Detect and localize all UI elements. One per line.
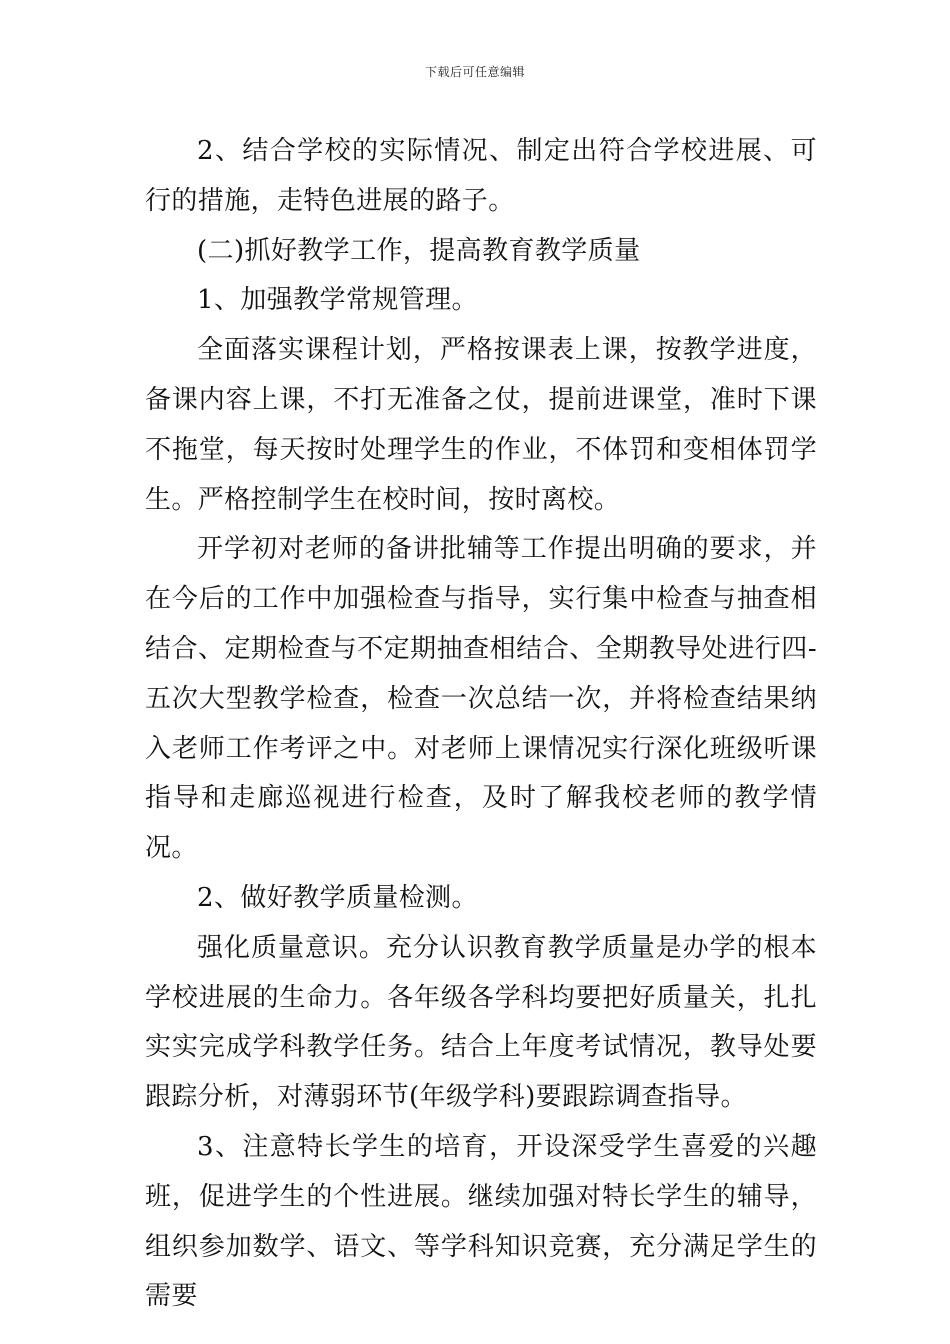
subheading-2: 2、做好教学质量检测。 <box>197 882 478 913</box>
document-body <box>145 127 817 1322</box>
paragraph-item-3: 3、注意特长学生的培育，开设深受学生喜爱的兴趣班，促进学生的个性进展。继续加强对特长学生的辅导，组织参加数学、语文、等学科知识竞赛，充分满足学生的需要 <box>145 1131 817 1312</box>
body-paragraph: 全面落实课程计划，严格按课表上课，按教学进度，备课内容上课，不打无准备之仗，提前进课堂，准时下课不拖堂，每天按时处理学生的作业，不体罚和变相体罚学生。严格控制学生在校时间，按时离校。 <box>145 335 817 515</box>
section-heading-2: (二)抓好教学工作，提高教育教学质量 <box>197 235 641 266</box>
page-header: 下载后可任意编辑 <box>424 65 525 79</box>
subheading-1: 1、加强教学常规管理。 <box>197 285 478 316</box>
body-paragraph: 开学初对老师的备讲批辅等工作提出明确的要求，并在今后的工作中加强检查与指导，实行集中检查与抽查相结合、定期检查与不定期抽查相结合、全期教导处进行四-五次大型教学检查，检查一次总结一次，并将检查结果纳入老师工作考评之中。对老师上课情况实行深化班级听课指导和走廊巡视进行检查，及时了解我校老师的教学情况。 <box>145 534 817 864</box>
body-paragraph: 强化质量意识。充分认识教育教学质量是办学的根本学校进展的生命力。各年级各学科均要把好质量关，扎扎实实完成学科教学任务。结合上年度考试情况，教导处要跟踪分析，对薄弱环节(年级学科)要跟踪调查指导。 <box>145 932 817 1113</box>
paragraph-item-2: 2、结合学校的实际情况、制定出符合学校进展、可行的措施，走特色进展的路子。 <box>145 136 817 216</box>
